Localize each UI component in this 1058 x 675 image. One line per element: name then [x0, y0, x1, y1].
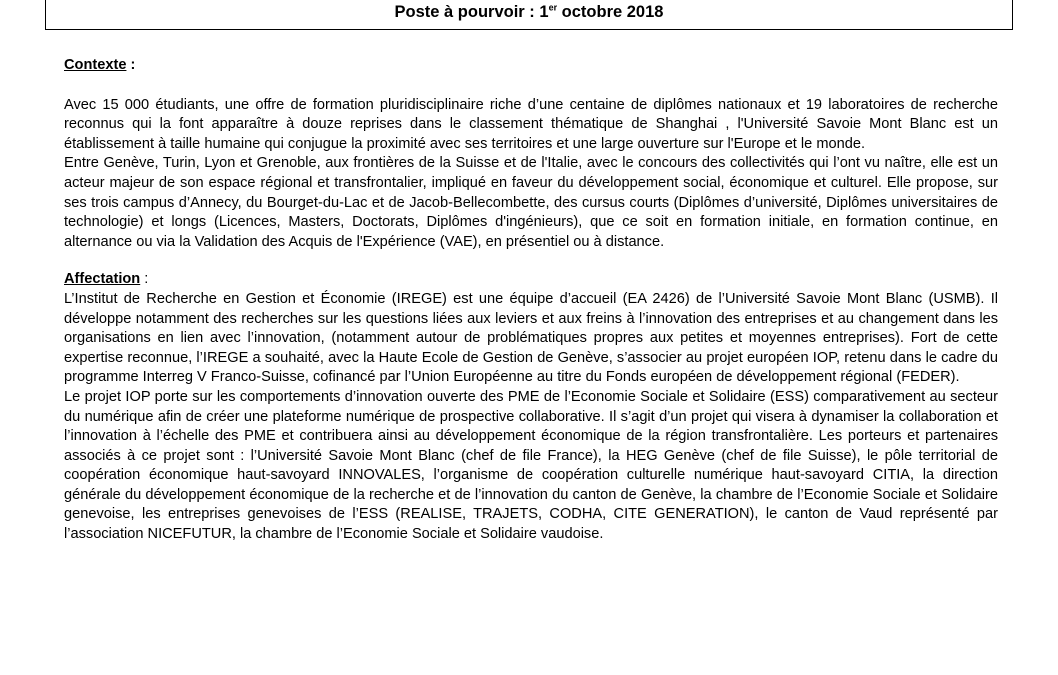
section-heading-contexte	[64, 56, 998, 76]
section-heading-affectation	[64, 270, 998, 290]
spacer	[64, 76, 998, 96]
spacer	[64, 252, 998, 270]
contexte-heading-label: Contexte	[64, 57, 127, 73]
document-body	[64, 56, 998, 545]
title-box	[45, 0, 1013, 30]
affectation-heading-colon: :	[140, 271, 149, 288]
contexte-heading-colon: :	[126, 57, 136, 73]
affectation-paragraph-2: Le projet IOP porte sur les comportements d’innovation ouverte des PME de l’Economie Sociale et Solidaire (ESS) comparativement au secteur du numérique afin de créer une plateforme numérique de prospective collaborative. Il s’agit d’un projet qui visera à dynamiser la collaboration et l’innovation à l’échelle des PME et contribuera ainsi au développement économique de la région transfrontalière. Les porteurs et partenaires associés à ce projet sont : l’Université Savoie Mont Blanc (chef de file France), la HEG Genève (chef de file Suisse), le pôle territorial de coopération économique haut-savoyard INNOVALES, l’organisme de coopération culturelle numérique haut-savoyard CITIA, la direction générale du développement économique de la recherche et de l’innovation du canton de Genève, la chambre de l’Economie Sociale et Solidaire genevoise, les entreprises genevoises de l’ESS (REALISE, TRAJETS, CODHA, CITE GENERATION), le canton de Vaud représenté par l’association NICEFUTUR, la chambre de l’Economie Sociale et Solidaire vaudoise.	[64, 388, 998, 543]
contexte-paragraph-1: Avec 15 000 étudiants, une offre de formation pluridisciplinaire riche d’une centaine de diplômes nationaux et 19 laboratoires de recherche reconnus qui la font apparaître à douze reprises dans le classement thématique de Shanghai , l'Université Savoie Mont Blanc est un établissement à taille humaine qui conjugue la proximité avec ses territoires et une large ouverture sur l'Europe et le monde.	[64, 96, 998, 152]
title-superscript: er	[548, 2, 558, 13]
page-title	[395, 0, 664, 26]
affectation-heading-label: Affectation	[64, 271, 141, 288]
title-end: octobre 2018	[557, 3, 664, 21]
contexte-paragraph-2: Entre Genève, Turin, Lyon et Grenoble, aux frontières de la Suisse et de l'Italie, avec le concours des collectivités qui l’ont vu naître, elle est un acteur majeur de son espace régional et transfrontalier, impliqué en faveur du développement social, économique et culturel. Elle propose, sur ses trois campus d’Annecy, du Bourget-du-Lac et de Jacob-Bellecombette, des cursus courts (Diplômes d’université, Diplômes universitaires de technologie) et longs (Licences, Masters, Doctorats, Diplômes d'ingénieurs), que ce soit en formation initiale, en formation continue, en alternance ou via la Validation des Acquis de l'Expérience (VAE), en présentiel ou à distance.	[64, 155, 998, 250]
title-main: Poste à pourvoir : 1	[394, 3, 549, 21]
affectation-paragraph-1: L’Institut de Recherche en Gestion et Économie (IREGE) est une équipe d’accueil (EA 2426) de l’Université Savoie Mont Blanc (USMB). Il développe notamment des recherches sur les questions liées aux leviers et aux freins à l’innovation des entreprises et au changement dans les organisations en lien avec l’innovation, (notamment autour de problématiques propres aux petites et moyennes entreprises). Fort de cette expertise reconnue, l’IREGE a souhaité, avec la Haute Ecole de Gestion de Genève, s’associer au projet européen IOP, retenu dans le cadre du programme Interreg V Franco-Suisse, cofinancé par l’Union Européenne au titre du Fonds européen de développement régional (FEDER).	[64, 290, 998, 386]
